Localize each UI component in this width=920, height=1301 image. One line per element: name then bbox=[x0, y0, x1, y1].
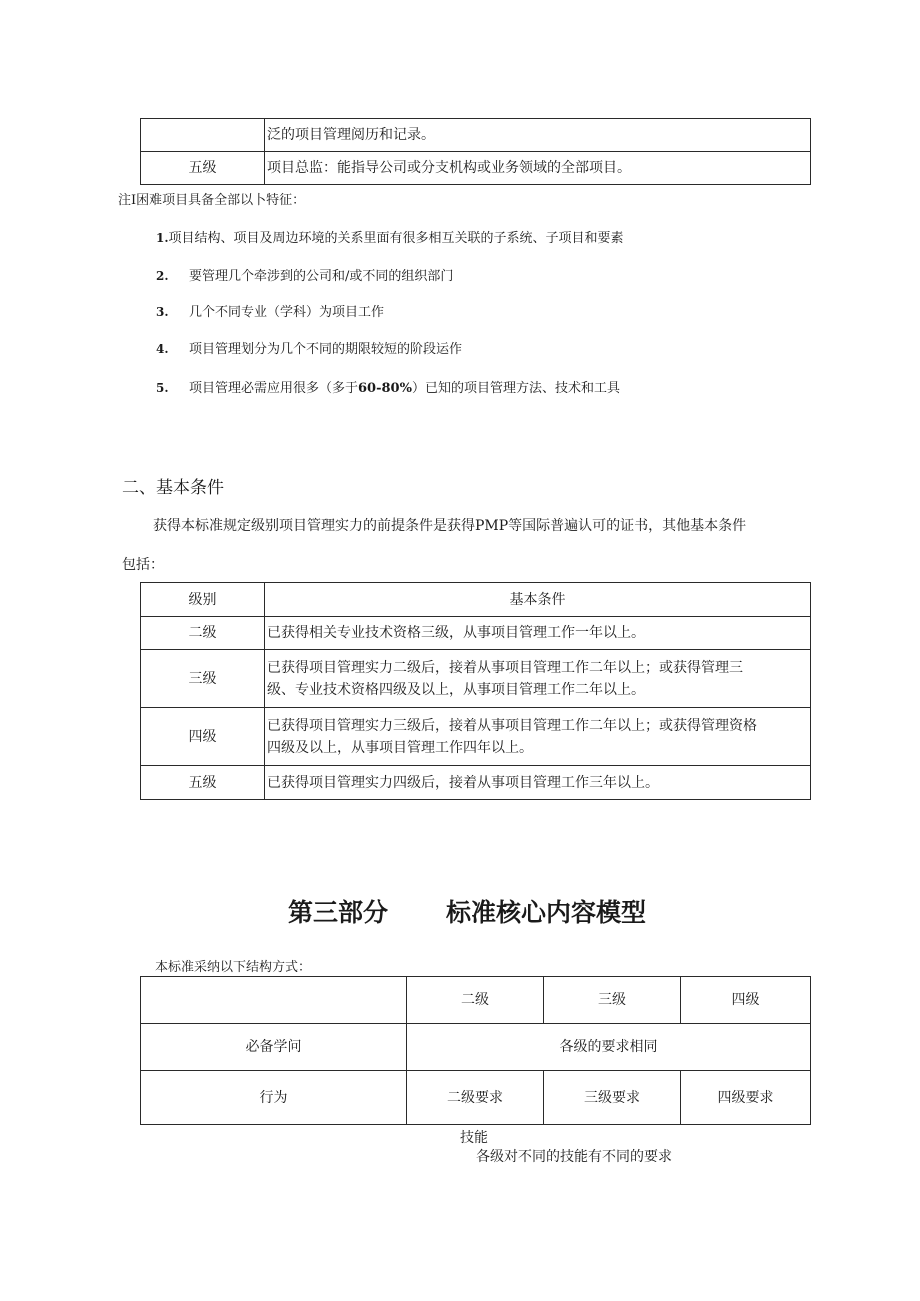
condition-line: 已获得项目管理实力二级后，接着从事项目管理工作二年以上；或获得管理三 bbox=[267, 659, 743, 676]
top-level-table bbox=[140, 118, 811, 185]
part-intro: 本标准采纳以下结构方式： bbox=[155, 960, 312, 975]
list-item bbox=[156, 227, 624, 246]
condition-cell: 已获得项目管理实力四级后，接着从事项目管理工作三年以上。 bbox=[265, 766, 811, 800]
skills-text: 各级对不同的技能有不同的要求 bbox=[476, 1149, 672, 1165]
table-header-row bbox=[141, 977, 811, 1024]
column-header: 四级 bbox=[681, 977, 811, 1024]
level-cell: 二级 bbox=[141, 617, 265, 650]
list-text: 项目管理划分为几个不同的期限较短的阶段运作 bbox=[189, 342, 463, 357]
column-header: 二级 bbox=[407, 977, 544, 1024]
level-cell: 四级 bbox=[141, 708, 265, 766]
section-paragraph: 包括： bbox=[122, 557, 164, 573]
level-cell bbox=[141, 119, 265, 152]
condition-cell bbox=[265, 708, 811, 766]
list-item bbox=[156, 301, 384, 320]
column-header: 级别 bbox=[141, 583, 265, 617]
table-header-row bbox=[141, 583, 811, 617]
list-item bbox=[156, 338, 462, 357]
list-number: 1. bbox=[156, 231, 169, 245]
corner-cell bbox=[141, 977, 407, 1024]
row-label: 行为 bbox=[141, 1071, 407, 1125]
condition-line: 级、专业技术资格四级及以上，从事项目管理工作二年以上。 bbox=[267, 681, 645, 698]
description-cell: 泛的项目管理阅历和记录。 bbox=[265, 119, 811, 152]
part-title-text: 标准核心内容模型 bbox=[446, 898, 647, 927]
condition-cell: 已获得相关专业技术资格三级，从事项目管理工作一年以上。 bbox=[265, 617, 811, 650]
condition-cell bbox=[265, 650, 811, 708]
list-number: 5. bbox=[156, 381, 169, 395]
table-row bbox=[141, 152, 811, 185]
part-title bbox=[288, 893, 646, 929]
column-header: 基本条件 bbox=[265, 583, 811, 617]
skills-label: 技能 bbox=[460, 1130, 488, 1146]
basic-conditions-table bbox=[140, 582, 811, 800]
requirement-cell: 三级要求 bbox=[544, 1071, 681, 1125]
table-row bbox=[141, 766, 811, 800]
model-structure-table bbox=[140, 976, 811, 1125]
requirement-cell: 四级要求 bbox=[681, 1071, 811, 1125]
requirement-cell: 二级要求 bbox=[407, 1071, 544, 1125]
list-number: 2. bbox=[156, 269, 169, 283]
part-title-number: 第三部分 bbox=[288, 898, 389, 927]
table-row bbox=[141, 1071, 811, 1125]
list-text: 几个不同专业（学科）为项目工作 bbox=[189, 305, 385, 320]
list-text: ）已知的项目管理方法、技术和工具 bbox=[411, 381, 620, 396]
list-text: 项目管理必需应用很多（多于 bbox=[189, 381, 359, 396]
row-label: 必备学问 bbox=[141, 1024, 407, 1071]
level-cell: 三级 bbox=[141, 650, 265, 708]
table-row bbox=[141, 119, 811, 152]
list-text: 项目结构、项目及周边环境的关系里面有很多相互关联的子系统、子项目和要素 bbox=[168, 231, 624, 246]
table-row bbox=[141, 708, 811, 766]
list-text: 要管理几个牵涉到的公司和/或不同的组织部门 bbox=[189, 269, 454, 284]
table-row bbox=[141, 650, 811, 708]
section-paragraph: 获得本标准规定级别项目管理实力的前提条件是获得PMP等国际普遍认可的证书，其他基本条件 bbox=[153, 518, 747, 534]
list-item bbox=[156, 377, 620, 396]
level-cell: 五级 bbox=[141, 766, 265, 800]
level-cell: 五级 bbox=[141, 152, 265, 185]
list-number: 4. bbox=[156, 342, 169, 356]
list-text-bold: 60-80% bbox=[358, 381, 412, 396]
description-cell: 项目总监：能指导公司或分支机构或业务领域的全部项目。 bbox=[265, 152, 811, 185]
list-item bbox=[156, 265, 453, 284]
column-header: 三级 bbox=[544, 977, 681, 1024]
condition-line: 四级及以上，从事项目管理工作四年以上。 bbox=[267, 739, 533, 756]
list-number: 3. bbox=[156, 305, 169, 319]
merged-cell: 各级的要求相同 bbox=[407, 1024, 811, 1071]
section-heading: 二、基本条件 bbox=[122, 478, 224, 498]
table-row bbox=[141, 1024, 811, 1071]
table-row bbox=[141, 617, 811, 650]
note-intro: 注I困难项目具备全部以卜特征： bbox=[118, 193, 306, 208]
condition-line: 已获得项目管理实力三级后，接着从事项目管理工作二年以上；或获得管理资格 bbox=[267, 717, 757, 734]
